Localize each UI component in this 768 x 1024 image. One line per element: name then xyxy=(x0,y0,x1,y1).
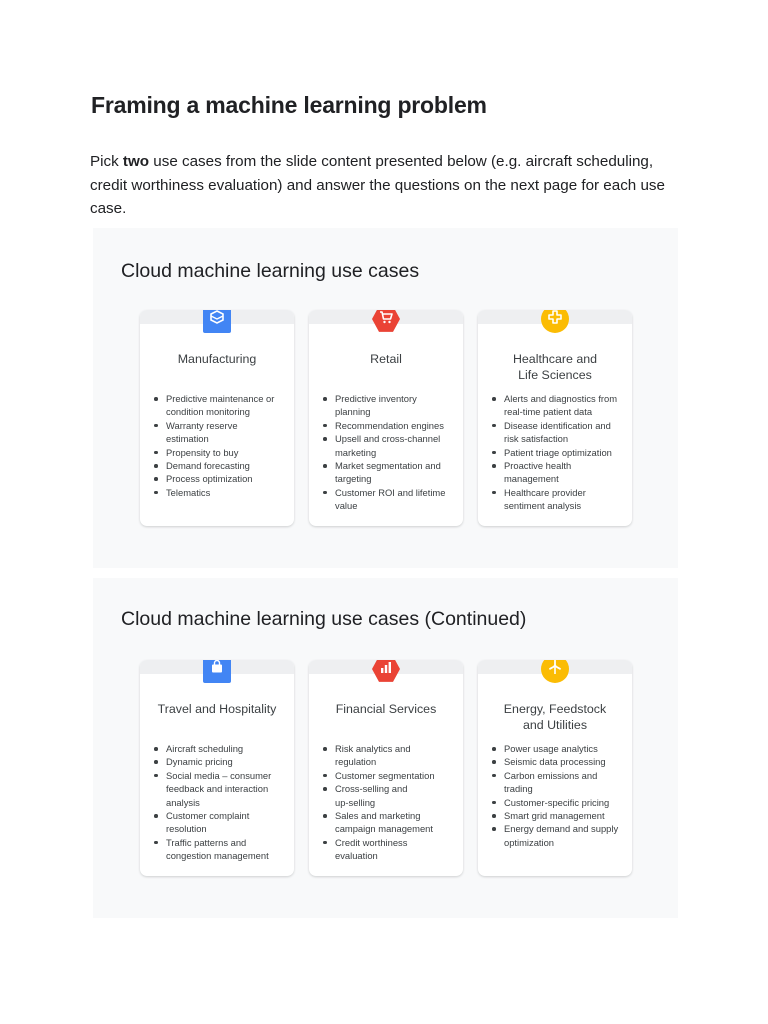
use-case-card-travel xyxy=(140,660,294,876)
page-title: Framing a machine learning problem xyxy=(91,92,487,118)
shopping-bag-icon xyxy=(209,660,225,680)
list-item: Patient triage optimization xyxy=(490,446,630,459)
list-item: Aircraft scheduling xyxy=(152,742,292,755)
use-case-card-energy xyxy=(478,660,632,876)
list-item: Credit worthiness evaluation xyxy=(321,836,461,863)
list-item: Social media – consumer feedback and interaction analysis xyxy=(152,769,292,809)
list-item: Customer-specific pricing xyxy=(490,796,630,809)
list-item: Customer complaint resolution xyxy=(152,809,292,836)
slide-title: Cloud machine learning use cases xyxy=(121,260,420,282)
badge xyxy=(541,310,569,333)
list-item: Energy demand and supply optimization xyxy=(490,822,630,849)
use-case-card-healthcare xyxy=(478,310,632,526)
bar-chart-icon xyxy=(378,660,394,680)
card-title: Travel and Hospitality xyxy=(157,702,277,716)
use-case-list xyxy=(321,392,461,513)
badge xyxy=(203,660,231,683)
list-item: Carbon emissions and trading xyxy=(490,769,630,796)
list-item: Proactive health management xyxy=(490,459,630,486)
list-item: Healthcare provider sentiment analysis xyxy=(490,486,630,513)
list-item: Sales and marketing campaign management xyxy=(321,809,461,836)
slide-use-cases xyxy=(93,228,678,568)
list-item: Predictive inventory planning xyxy=(321,392,461,419)
intro-prefix: Pick xyxy=(90,153,123,170)
list-item: Telematics xyxy=(152,486,292,499)
card-title: Energy, Feedstock and Utilities xyxy=(503,702,607,732)
card-title: Manufacturing xyxy=(177,352,257,366)
use-case-list xyxy=(490,392,630,513)
list-item: Smart grid management xyxy=(490,809,630,822)
list-item: Customer ROI and lifetime value xyxy=(321,486,461,513)
use-case-card-retail xyxy=(309,310,463,526)
list-item: Power usage analytics xyxy=(490,742,630,755)
badge xyxy=(203,310,231,333)
list-item: Warranty reserve estimation xyxy=(152,419,292,446)
badge xyxy=(372,660,400,683)
intro-paragraph xyxy=(90,150,680,221)
list-item: Customer segmentation xyxy=(321,769,461,782)
use-case-list xyxy=(490,742,630,849)
list-item: Risk analytics and regulation xyxy=(321,742,461,769)
list-item: Disease identification and risk satisfaction xyxy=(490,419,630,446)
list-item: Predictive maintenance or condition monitoring xyxy=(152,392,292,419)
list-item: Cross-selling and up-selling xyxy=(321,782,461,809)
list-item: Propensity to buy xyxy=(152,446,292,459)
list-item: Demand forecasting xyxy=(152,459,292,472)
list-item: Traffic patterns and congestion management xyxy=(152,836,292,863)
list-item: Alerts and diagnostics from real-time patient data xyxy=(490,392,630,419)
list-item: Dynamic pricing xyxy=(152,755,292,768)
list-item: Recommendation engines xyxy=(321,419,461,432)
use-case-card-financial xyxy=(309,660,463,876)
use-case-card-manufacturing xyxy=(140,310,294,526)
use-case-list xyxy=(152,392,292,499)
list-item: Process optimization xyxy=(152,472,292,485)
layers-icon xyxy=(209,310,225,330)
use-case-list xyxy=(321,742,461,863)
badge xyxy=(372,310,400,333)
list-item: Upsell and cross-channel marketing xyxy=(321,432,461,459)
list-item: Seismic data processing xyxy=(490,755,630,768)
shopping-cart-icon xyxy=(378,310,394,330)
card-title: Healthcare and Life Sciences xyxy=(512,352,598,382)
intro-suffix: use cases from the slide content presented below (e.g. aircraft scheduling, credit worthiness evaluation) and answer the questions on the next page for each use case. xyxy=(90,153,665,217)
wind-turbine-icon xyxy=(547,660,563,680)
slide-title: Cloud machine learning use cases (Continued) xyxy=(121,608,527,630)
badge xyxy=(541,660,569,683)
slide-use-cases-continued xyxy=(93,578,678,918)
list-item: Market segmentation and targeting xyxy=(321,459,461,486)
medical-cross-icon xyxy=(547,310,563,330)
use-case-list xyxy=(152,742,292,863)
card-title: Financial Services xyxy=(335,702,437,716)
card-title: Retail xyxy=(370,352,402,366)
intro-bold-word: two xyxy=(122,153,150,170)
